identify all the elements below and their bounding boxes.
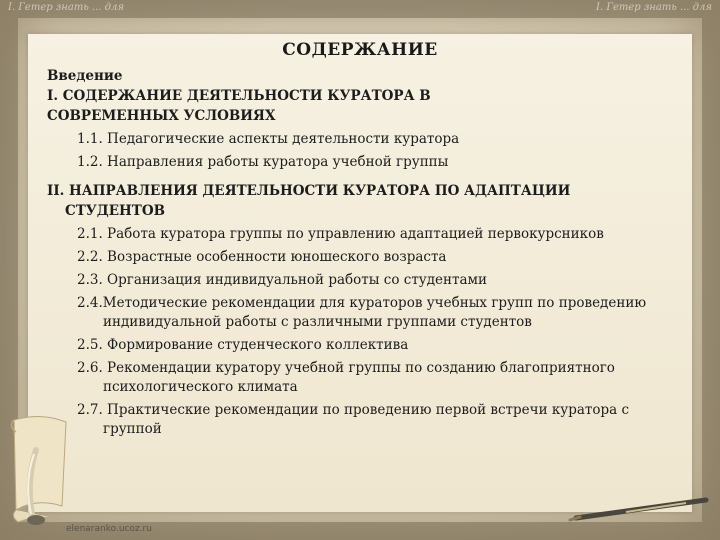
toc-item-2-7: 2.7. Практические рекомендации по проведению первой встречи куратора с	[77, 402, 630, 418]
watermark-url: elenaranko.ucoz.ru	[66, 524, 152, 534]
section-heading-1-cont: СОВРЕМЕННЫХ УСЛОВИЯХ	[47, 108, 276, 124]
toc-item-2-6: 2.6. Рекомендации куратору учебной группы по созданию благоприятного	[77, 360, 615, 376]
page-title: СОДЕРЖАНИЕ	[282, 40, 438, 60]
toc-item-1-2: 1.2. Направления работы куратора учебной группы	[77, 154, 449, 170]
toc-item-2-3: 2.3. Организация индивидуальной работы со студентами	[77, 272, 488, 288]
toc-intro: Введение	[47, 68, 123, 84]
table-of-contents	[47, 66, 687, 439]
section-heading-2-cont: СТУДЕНТОВ	[65, 203, 166, 219]
toc-item-2-7-cont: группой	[103, 421, 162, 437]
toc-item-2-1: 2.1. Работа куратора группы по управлению адаптацией первокурсников	[77, 226, 604, 242]
decorative-script-right: I. Гетер знать ... для	[596, 2, 712, 13]
toc-item-2-5: 2.5. Формирование студенческого коллектива	[77, 337, 409, 353]
toc-item-1-1: 1.1. Педагогические аспекты деятельности куратора	[77, 131, 460, 147]
section-heading-2: II. НАПРАВЛЕНИЯ ДЕЯТЕЛЬНОСТИ КУРАТОРА ПО АДАПТАЦИИ	[47, 183, 571, 199]
section-heading-1: I. СОДЕРЖАНИЕ ДЕЯТЕЛЬНОСТИ КУРАТОРА В	[47, 88, 431, 104]
toc-item-2-4-cont: индивидуальной работы с различными группами студентов	[103, 314, 532, 330]
toc-item-2-6-cont: психологического климата	[103, 379, 298, 395]
decorative-script-left: I. Гетер знать ... для	[8, 2, 124, 13]
scroll-quill-illustration	[6, 410, 76, 528]
toc-item-2-2: 2.2. Возрастные особенности юношеского возраста	[77, 249, 447, 265]
toc-item-2-4: 2.4.Методические рекомендации для кураторов учебных групп по проведению	[77, 295, 647, 311]
fountain-pen-illustration	[566, 488, 716, 528]
